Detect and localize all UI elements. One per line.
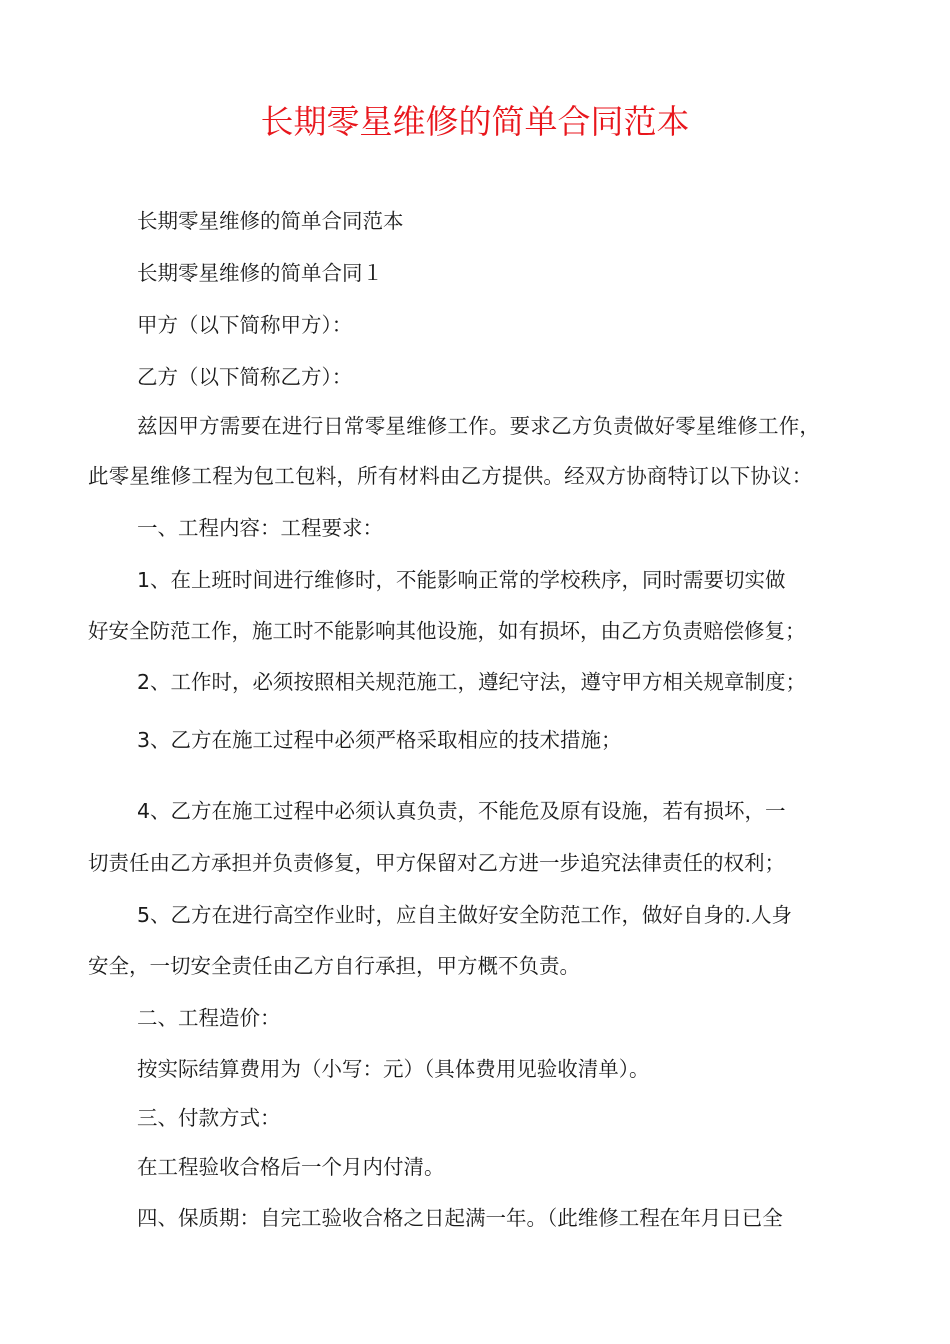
clause-4-line-2: 切责任由乙方承担并负责修复，甲方保留对乙方进一步追究法律责任的权利； (88, 851, 785, 875)
party-a-line: 甲方（以下简称甲方）： (137, 313, 353, 337)
section-1-heading: 一、工程内容：工程要求： (137, 516, 383, 540)
section-3-heading: 三、付款方式： (137, 1106, 281, 1130)
payment-line: 在工程验收合格后一个月内付清。 (137, 1155, 445, 1179)
clause-1-line-1: 1、在上班时间进行维修时，不能影响正常的学校秩序，同时需要切实做 (137, 568, 786, 592)
clause-5-line-1: 5、乙方在进行高空作业时，应自主做好安全防范工作，做好自身的.人身 (137, 903, 793, 927)
contract-heading: 长期零星维修的简单合同１ (137, 261, 383, 285)
clause-2-line: 2、工作时，必须按照相关规范施工，遵纪守法，遵守甲方相关规章制度； (137, 670, 807, 694)
party-b-line: 乙方（以下简称乙方）： (137, 365, 353, 389)
section-4-line: 四、保质期：自完工验收合格之日起满一年。（此维修工程在年月日已全 (137, 1206, 783, 1230)
preamble-line-1: 兹因甲方需要在进行日常零星维修工作。要求乙方负责做好零星维修工作， (137, 414, 821, 438)
section-2-heading: 二、工程造价： (137, 1006, 281, 1030)
cost-line: 按实际结算费用为（小写：元）（具体费用见验收清单）。 (137, 1057, 650, 1081)
subtitle-line: 长期零星维修的简单合同范本 (137, 209, 404, 233)
clause-4-line-1: 4、乙方在施工过程中必须认真负责，不能危及原有设施，若有损坏，一 (137, 799, 786, 823)
clause-3-line: 3、乙方在施工过程中必须严格采取相应的技术措施； (137, 728, 622, 752)
document-title: 长期零星维修的简单合同范本 (260, 102, 690, 141)
clause-1-line-2: 好安全防范工作，施工时不能影响其他设施，如有损坏，由乙方负责赔偿修复； (88, 619, 806, 643)
preamble-line-2: 此零星维修工程为包工包料，所有材料由乙方提供。经双方协商特订以下协议： (88, 464, 813, 488)
clause-5-line-2: 安全，一切安全责任由乙方自行承担，甲方概不负责。 (88, 954, 580, 978)
